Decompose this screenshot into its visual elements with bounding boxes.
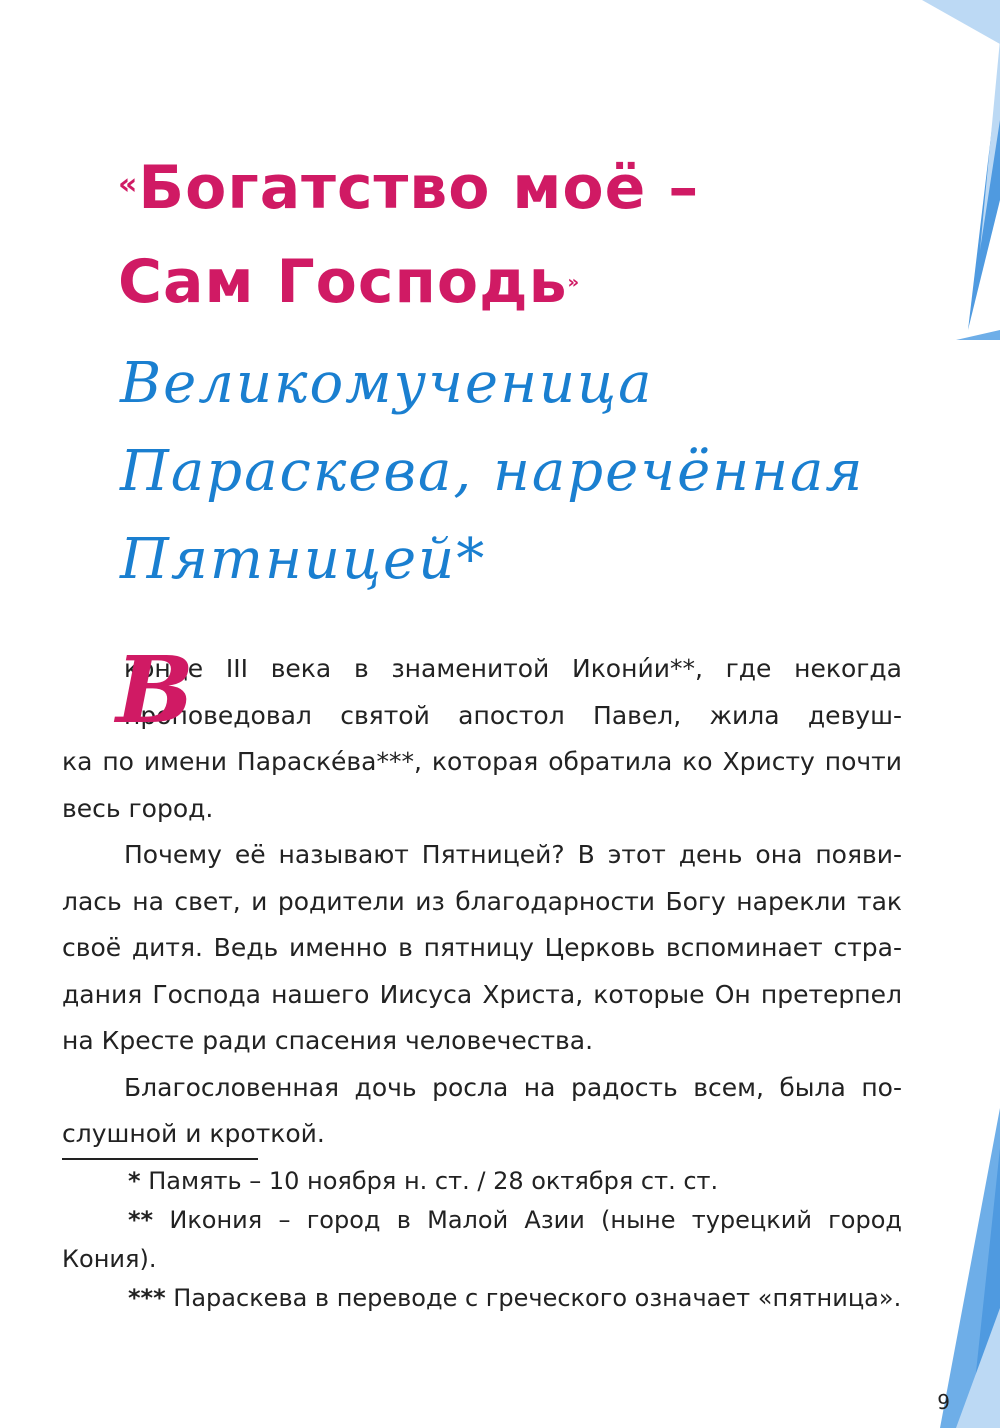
footnote-text: Память – 10 ноября н. ст. / 28 октября ст. ст.	[148, 1167, 719, 1195]
body-text	[62, 636, 902, 1158]
footnote-2	[62, 1201, 902, 1240]
page-number: 9	[937, 1390, 950, 1414]
footnote-3	[62, 1279, 902, 1318]
paragraph-line: Почему её называют Пятницей? В этот день она появи-	[124, 840, 902, 869]
paragraph-line: проповедовал святой апостол Павел, жила девуш-	[124, 700, 902, 730]
paragraph-line: весь город.	[62, 793, 214, 823]
footnote-text: Параскева в переводе с греческого означает «пятница».	[173, 1284, 902, 1312]
subtitle-line: Великомученица	[120, 351, 654, 416]
title-quote-close: »	[567, 272, 581, 293]
page-subtitle	[120, 340, 920, 604]
footnote-text: Икония – город в Малой Азии (ныне турецкий город	[169, 1206, 902, 1234]
page-title	[118, 138, 878, 330]
footnote-mark: **	[128, 1206, 154, 1234]
dropcap-letter: В	[116, 636, 194, 744]
subtitle-line: Параскева, наречённая	[120, 439, 865, 504]
footnotes	[62, 1162, 902, 1318]
paragraph-line: Благословенная дочь росла на радость всем, была по-	[124, 1072, 902, 1102]
footnote-mark: ***	[128, 1284, 166, 1312]
paragraph-line: дания Господа нашего Иисуса Христа, которые Он претерпел	[62, 979, 902, 1009]
paragraph-line: своё дитя. Ведь именно в пятницу Церковь вспоминает стра-	[62, 933, 902, 962]
title-text-2: Сам Господь	[118, 247, 568, 317]
title-line-2	[118, 235, 878, 330]
paragraph-line: конце III века в знаменитой Икони́и**, где некогда	[124, 654, 902, 683]
footnote-mark: *	[128, 1167, 141, 1195]
title-text-1: Богатство моё –	[138, 153, 700, 223]
paragraph-line: слушной и кроткой.	[62, 1119, 325, 1148]
subtitle-line: Пятницей*	[120, 527, 487, 592]
title-line-1	[118, 138, 878, 235]
decorative-corner-top	[860, 0, 1000, 340]
title-quote-open: «	[118, 167, 139, 202]
paragraph-line: лась на свет, и родители из благодарности Богу нарекли так	[62, 886, 902, 916]
footnote-divider	[62, 1158, 258, 1160]
paragraph-line: на Кресте ради спасения человечества.	[62, 1026, 594, 1055]
paragraph-line: ка по имени Параске́ва***, которая обратила ко Христу почти	[62, 747, 902, 776]
footnote-1	[62, 1162, 902, 1201]
footnote-2-continuation: Кония).	[62, 1245, 157, 1273]
